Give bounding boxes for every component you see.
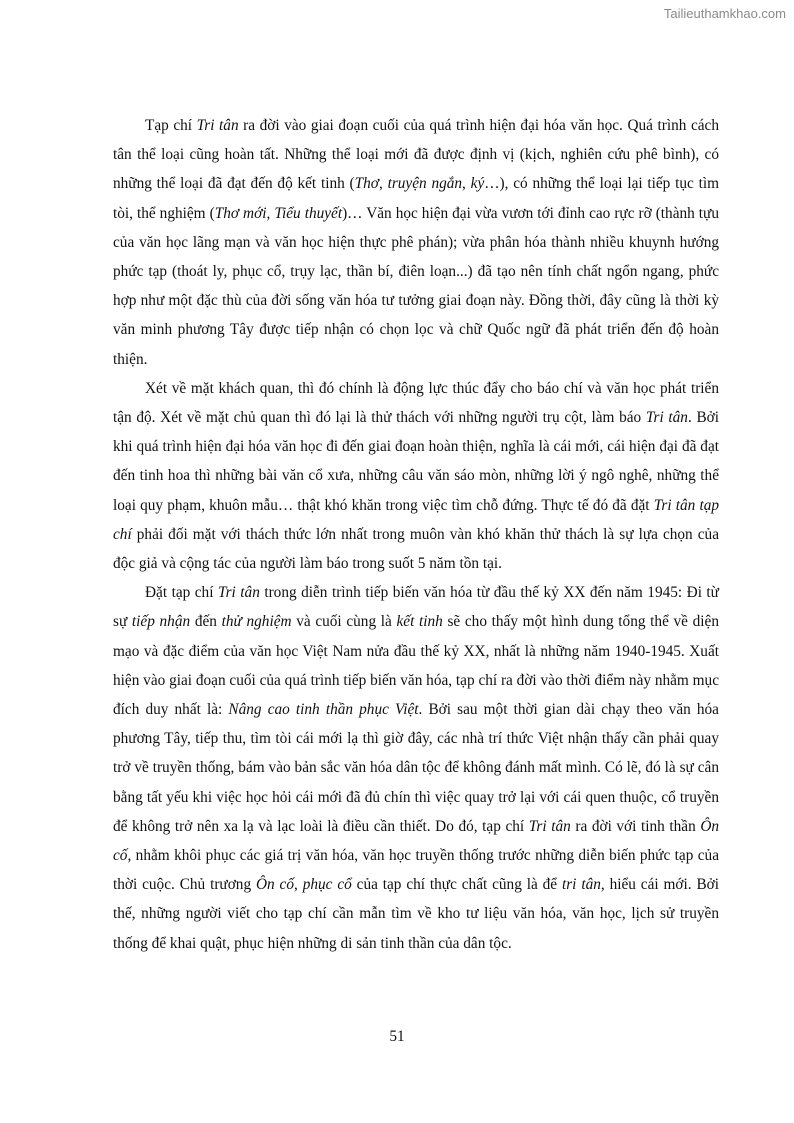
italic-text: kết tinh — [396, 613, 443, 631]
text-run: trong diễn trình tiếp biến văn hóa từ đầu thế kỷ XX đến năm 1945: Đi từ sự — [113, 584, 719, 631]
italic-text: Nâng cao tinh thần phục Việt — [228, 701, 419, 719]
text-run: ra đời vào giai đoạn cuối của quá trình hiện đại hóa văn học. Quá trình cách tân thể loại cũng hoàn tất. Những thể loại mới đã được định vị (kịch, nghiên cứu phê bình), có những thể loại đã đạt đến độ kết tinh ( — [113, 117, 719, 193]
text-run: . Bởi sau một thời gian dài chạy theo văn hóa phương Tây, tiếp thu, tìm tòi cái mới lạ thì giờ đây, các nhà trí thức Việt nhận thấy cần phải quay trở về truyền thống, bám vào bản sắc văn hóa dân tộc để không đánh mất mình. Có lẽ, đó là sự cân bằng tất yếu khi việc học hỏi cái mới đã đủ chín thì việc quay trở lại với cái quen thuộc, cổ truyền để không trở nên xa lạ và lạc loài là điều cần thiết. Do đó, tạp chí — [113, 701, 719, 835]
text-run: sẽ cho thấy một hình dung tổng thể về diện mạo và đặc điểm của văn học Việt Nam nửa đầu thế kỷ XX, nhất là những năm 1940-1945. Xuất hiện vào giai đoạn cuối của quá trình tiếp biến văn hóa, tạp chí ra đời vào thời điểm này nhằm mục đích duy nhất là: — [113, 613, 719, 719]
text-run: hiểu cái mới. Bởi thế, những người viết cho tạp chí cần mẫn tìm về kho tư liệu văn hóa, văn học, lịch sử truyền thống để khai quật, phục hiện những di sản tinh thần của dân tộc. — [113, 876, 719, 952]
italic-text: Tri tân — [645, 409, 688, 427]
italic-text: Tri tân — [217, 584, 260, 602]
italic-text: Tri tân tạp chí — [113, 496, 720, 543]
text-run: của tạp chí thực chất cũng là để — [351, 876, 562, 894]
document-body — [113, 111, 719, 958]
italic-text: Ôn cố — [113, 817, 720, 865]
italic-text: truyện ngắn — [387, 175, 463, 193]
italic-text: Tri tân — [196, 117, 239, 134]
text-run: phải đối mặt với thách thức lớn nhất trong muôn vàn khó khăn thử thách là sự lựa chọn của độc giả và cộng tác của người làm báo trong suốt 5 năm tồn tại. — [113, 525, 719, 573]
text-run: , — [378, 175, 388, 193]
italic-text: tiếp nhận — [131, 613, 191, 631]
watermark: Tailieuthamkhao.com — [663, 6, 786, 21]
text-run: Xét về mặt khách quan, thì đó chính là động lực thúc đẩy cho báo chí và văn học phát triển tận độ. Xét về mặt chủ quan thì đó lại là thử thách với những người trụ cột, làm báo — [113, 379, 719, 427]
text-run: . Bởi khi quá trình hiện đại hóa văn học đi đến giai đoạn hoàn thiện, nghĩa là cái mới, cái hiện đại đã đạt đến tinh hoa thì những bài văn cổ xưa, những câu văn sáo mòn, những lời ý ngô nghê, những thể loại quy phạm, khuôn mẫu… thật khó khăn trong việc tìm chỗ đứng. Thực tế đó đã đặt — [113, 409, 719, 514]
italic-text: thử nghiệm — [221, 613, 292, 631]
text-run: , nhằm khôi phục các giá trị văn hóa, văn học truyền thống trước những diễn biến phức tạp của thời cuộc. Chủ trương — [113, 847, 719, 894]
italic-text: Tri tân — [528, 817, 571, 835]
text-run: đến — [190, 613, 222, 631]
italic-text: Thơ mới — [214, 204, 267, 222]
text-run: )… Văn học hiện đại vừa vươn tới đỉnh cao rực rỡ (thành tựu của văn học lãng mạn và văn học hiện thực phê phán); vừa phân hóa thành nhiều khuynh hướng phức tạp (thoát ly, phục cổ, trụy lạc, thần bí, điên loạn...) đã tạo nên tính chất ngổn ngang, phức hợp như một đặc thù của đời sống văn hóa tư tưởng giai đoạn này. Đồng thời, đây cũng là thời kỳ văn minh phương Tây được tiếp nhận có chọn lọc và chữ Quốc ngữ đã phát triển đến độ hoàn thiện. — [113, 204, 719, 368]
page-number: 51 — [389, 1028, 405, 1045]
italic-text: Ôn cố — [255, 876, 294, 894]
italic-text: tri tân, — [561, 876, 605, 894]
text-run: …), có những thể loại lại tiếp tục tìm tòi, thể nghiệm ( — [113, 175, 719, 222]
text-run: , — [462, 175, 471, 193]
text-run: Tạp chí — [145, 117, 197, 134]
italic-text: Tiểu thuyết — [274, 204, 343, 222]
italic-text: ký — [470, 175, 485, 193]
text-run: , — [266, 204, 275, 222]
text-run: và cuối cùng là — [291, 613, 397, 631]
italic-text: Thơ — [354, 175, 379, 193]
paragraph — [113, 374, 719, 578]
paragraph — [113, 111, 719, 374]
italic-text: phục cổ — [302, 876, 352, 894]
text-run: Đặt tạp chí — [145, 584, 218, 602]
text-run: ra đời với tinh thần — [570, 817, 701, 835]
paragraph — [113, 578, 719, 958]
text-run: , — [294, 876, 303, 894]
